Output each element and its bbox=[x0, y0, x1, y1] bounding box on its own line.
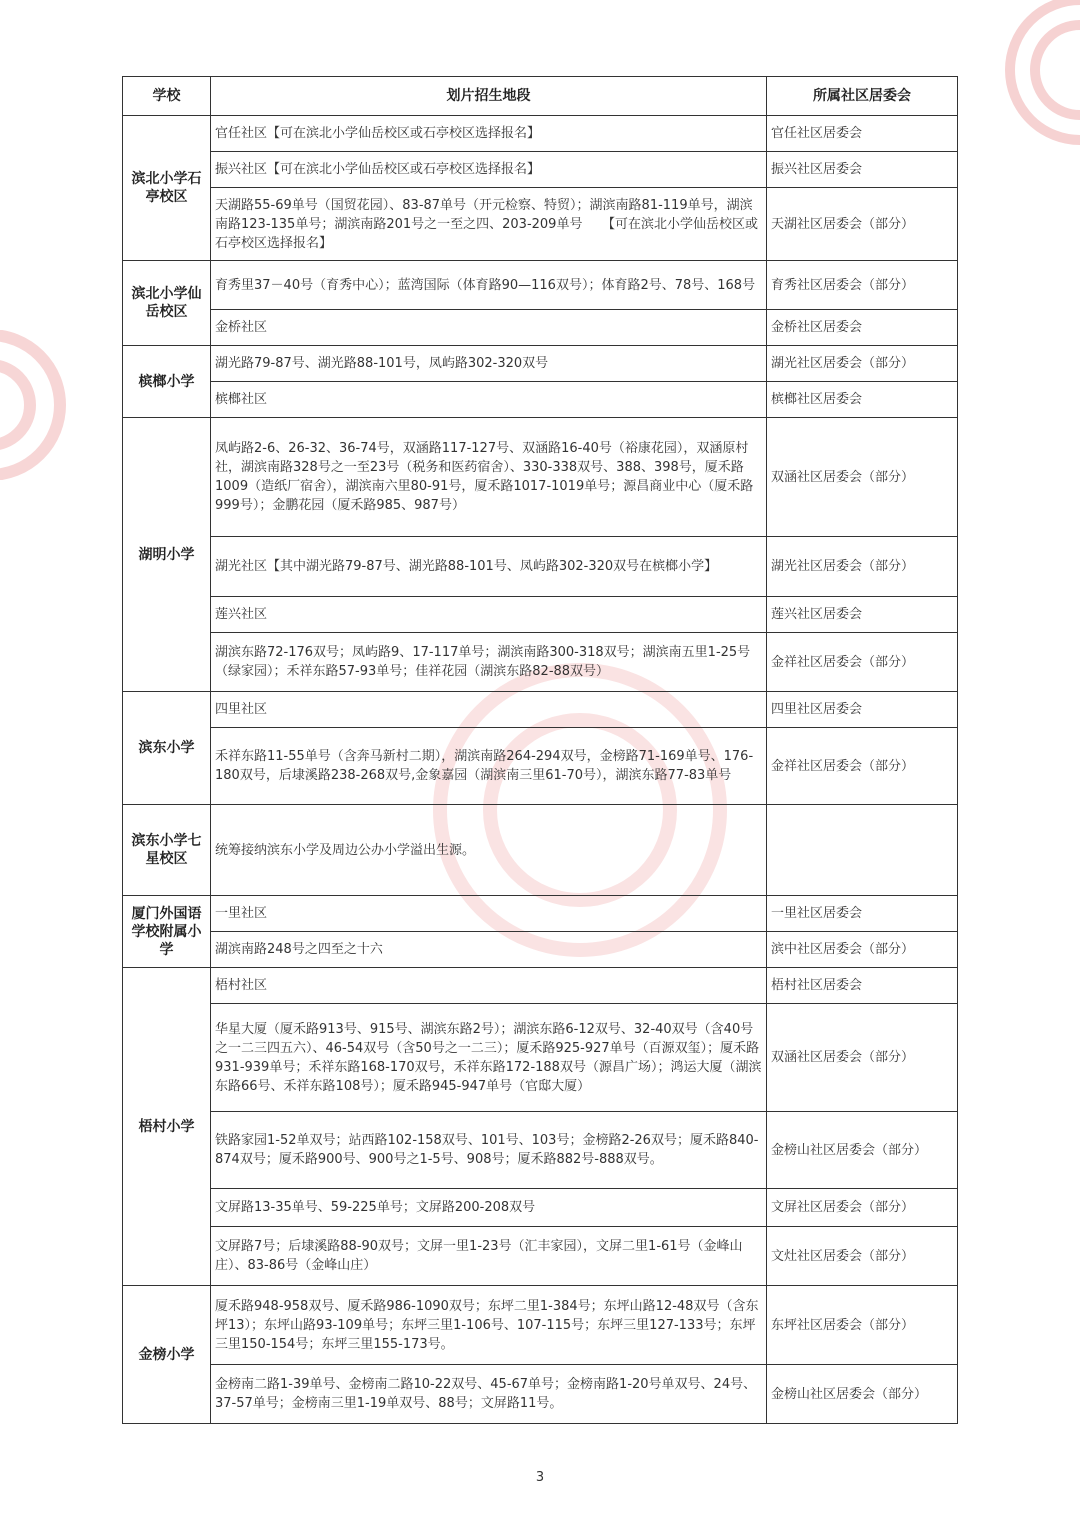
area-cell: 一里社区 bbox=[211, 896, 767, 932]
area-cell: 文屏路7号；后埭溪路88-90双号；文屏一里1-23号（汇丰家园），文屏二里1-61号（金峰山庄）、83-86号（金峰山庄） bbox=[211, 1227, 767, 1286]
committee-cell: 双涵社区居委会（部分） bbox=[767, 418, 958, 537]
area-cell: 振兴社区【可在滨北小学仙岳校区或石亭校区选择报名】 bbox=[211, 152, 767, 188]
table-header-row bbox=[123, 77, 958, 116]
table-row bbox=[123, 968, 958, 1004]
committee-cell: 官任社区居委会 bbox=[767, 116, 958, 152]
table-row bbox=[123, 1365, 958, 1424]
table-row bbox=[123, 1112, 958, 1189]
school-name: 厦门外国语学校附属小学 bbox=[123, 896, 211, 968]
column-header-area: 划片招生地段 bbox=[211, 77, 767, 116]
committee-cell: 湖光社区居委会（部分） bbox=[767, 346, 958, 382]
school-name: 金榜小学 bbox=[123, 1286, 211, 1424]
committee-cell: 金祥社区居委会（部分） bbox=[767, 633, 958, 692]
committee-cell: 金榜山社区居委会（部分） bbox=[767, 1112, 958, 1189]
committee-cell: 振兴社区居委会 bbox=[767, 152, 958, 188]
area-cell: 湖滨南路248号之四至之十六 bbox=[211, 932, 767, 968]
school-name: 湖明小学 bbox=[123, 418, 211, 692]
area-cell: 金榜南二路1-39单号、金榜南二路10-22双号、45-67单号；金榜南路1-20号单双号、24号、37-57单号；金榜南三里1-19单双号、88号；文屏路11号。 bbox=[211, 1365, 767, 1424]
table-row bbox=[123, 932, 958, 968]
area-cell: 金桥社区 bbox=[211, 310, 767, 346]
area-cell: 湖滨东路72-176双号；凤屿路9、17-117单号；湖滨南路300-318双号；湖滨南五里1-25号（绿家园）；禾祥东路57-93单号；佳祥花园（湖滨东路82-88双号） bbox=[211, 633, 767, 692]
area-cell: 湖光路79-87号、湖光路88-101号，凤屿路302-320双号 bbox=[211, 346, 767, 382]
committee-cell: 一里社区居委会 bbox=[767, 896, 958, 932]
school-name: 滨北小学石亭校区 bbox=[123, 116, 211, 261]
committee-cell: 梧村社区居委会 bbox=[767, 968, 958, 1004]
column-header-committee: 所属社区居委会 bbox=[767, 77, 958, 116]
area-cell: 官任社区【可在滨北小学仙岳校区或石亭校区选择报名】 bbox=[211, 116, 767, 152]
area-cell: 四里社区 bbox=[211, 692, 767, 728]
committee-cell: 四里社区居委会 bbox=[767, 692, 958, 728]
table-row bbox=[123, 116, 958, 152]
table-row bbox=[123, 310, 958, 346]
area-cell: 莲兴社区 bbox=[211, 597, 767, 633]
page-number: 3 bbox=[535, 1470, 545, 1485]
area-cell: 育秀里37－40号（育秀中心）；蓝湾国际（体育路90—116双号）；体育路2号、78号、168号 bbox=[211, 261, 767, 310]
table-row bbox=[123, 1286, 958, 1365]
committee-cell bbox=[767, 805, 958, 896]
area-cell: 厦禾路948-958双号、厦禾路986-1090双号；东坪二里1-384号；东坪山路12-48双号（含东坪13）；东坪山路93-109单号；东坪三里1-106号、107-115号；东坪三里127-133号；东坪三里150-154号；东坪三里155-173号。 bbox=[211, 1286, 767, 1365]
watermark-logo-icon bbox=[0, 330, 90, 480]
table-row bbox=[123, 692, 958, 728]
area-cell: 湖光社区【其中湖光路79-87号、湖光路88-101号、凤屿路302-320双号在槟榔小学】 bbox=[211, 537, 767, 597]
area-cell: 天湖路55-69单号（国贸花园）、83-87单号（开元检察、特贸）；湖滨南路81-119单号，湖滨南路123-135单号；湖滨南路201号之一至之四、203-209单号 【可在滨北小学仙岳校区或石亭校区选择报名】 bbox=[211, 188, 767, 261]
committee-cell: 天湖社区居委会（部分） bbox=[767, 188, 958, 261]
area-cell: 禾祥东路11-55单号（含奔马新村二期），湖滨南路264-294双号，金榜路71-169单号、176-180双号，后埭溪路238-268双号,金象嘉园（湖滨南三里61-70号），湖滨东路77-83单号 bbox=[211, 728, 767, 805]
school-name: 滨北小学仙岳校区 bbox=[123, 261, 211, 346]
table-row bbox=[123, 1004, 958, 1112]
school-name: 滨东小学七星校区 bbox=[123, 805, 211, 896]
table-row bbox=[123, 896, 958, 932]
table-row bbox=[123, 1189, 958, 1227]
table-row bbox=[123, 346, 958, 382]
committee-cell: 金榜山社区居委会（部分） bbox=[767, 1365, 958, 1424]
table-row bbox=[123, 152, 958, 188]
committee-cell: 莲兴社区居委会 bbox=[767, 597, 958, 633]
table-row bbox=[123, 1227, 958, 1286]
school-name: 槟榔小学 bbox=[123, 346, 211, 418]
school-name: 梧村小学 bbox=[123, 968, 211, 1286]
committee-cell: 槟榔社区居委会 bbox=[767, 382, 958, 418]
area-cell: 凤屿路2-6、26-32、36-74号，双涵路117-127号、双涵路16-40号（裕康花园），双涵原村社，湖滨南路328号之一至23号（税务和医药宿舍）、330-338双号、388、398号，厦禾路1009（造纸厂宿舍），湖滨南六里80-91号，厦禾路1017-1019单号；源昌商业中心（厦禾路999号）；金鹏花园（厦禾路985、987号） bbox=[211, 418, 767, 537]
committee-cell: 湖光社区居委会（部分） bbox=[767, 537, 958, 597]
table-row bbox=[123, 188, 958, 261]
area-cell: 梧村社区 bbox=[211, 968, 767, 1004]
table-row bbox=[123, 261, 958, 310]
column-header-school: 学校 bbox=[123, 77, 211, 116]
table-row bbox=[123, 805, 958, 896]
table-row bbox=[123, 418, 958, 537]
committee-cell: 金桥社区居委会 bbox=[767, 310, 958, 346]
table-row bbox=[123, 537, 958, 597]
table-row bbox=[123, 728, 958, 805]
committee-cell: 文屏社区居委会（部分） bbox=[767, 1189, 958, 1227]
committee-cell: 双涵社区居委会（部分） bbox=[767, 1004, 958, 1112]
committee-cell: 东坪社区居委会（部分） bbox=[767, 1286, 958, 1365]
school-name: 滨东小学 bbox=[123, 692, 211, 805]
table-row bbox=[123, 382, 958, 418]
area-cell: 铁路家园1-52单双号；站西路102-158双号、101号、103号；金榜路2-26双号；厦禾路840-874双号；厦禾路900号、900号之1-5号、908号；厦禾路882号-888双号。 bbox=[211, 1112, 767, 1189]
committee-cell: 金祥社区居委会（部分） bbox=[767, 728, 958, 805]
enrollment-zone-table bbox=[122, 76, 958, 1424]
area-cell: 槟榔社区 bbox=[211, 382, 767, 418]
table-row bbox=[123, 633, 958, 692]
area-cell: 统筹接纳滨东小学及周边公办小学溢出生源。 bbox=[211, 805, 767, 896]
table-row bbox=[123, 597, 958, 633]
watermark-logo-icon bbox=[1000, 0, 1080, 150]
committee-cell: 滨中社区居委会（部分） bbox=[767, 932, 958, 968]
area-cell: 文屏路13-35单号、59-225单号；文屏路200-208双号 bbox=[211, 1189, 767, 1227]
area-cell: 华星大厦（厦禾路913号、915号、湖滨东路2号）；湖滨东路6-12双号、32-40双号（含40号之一二三四五六）、46-54双号（含50号之一二三）；厦禾路925-927单号（百源双玺）；厦禾路931-939单号；禾祥东路168-170双号，禾祥东路172-188双号（源昌广场）；鸿运大厦（湖滨东路66号、禾祥东路108号）；厦禾路945-947单号（官邸大厦） bbox=[211, 1004, 767, 1112]
committee-cell: 育秀社区居委会（部分） bbox=[767, 261, 958, 310]
committee-cell: 文灶社区居委会（部分） bbox=[767, 1227, 958, 1286]
